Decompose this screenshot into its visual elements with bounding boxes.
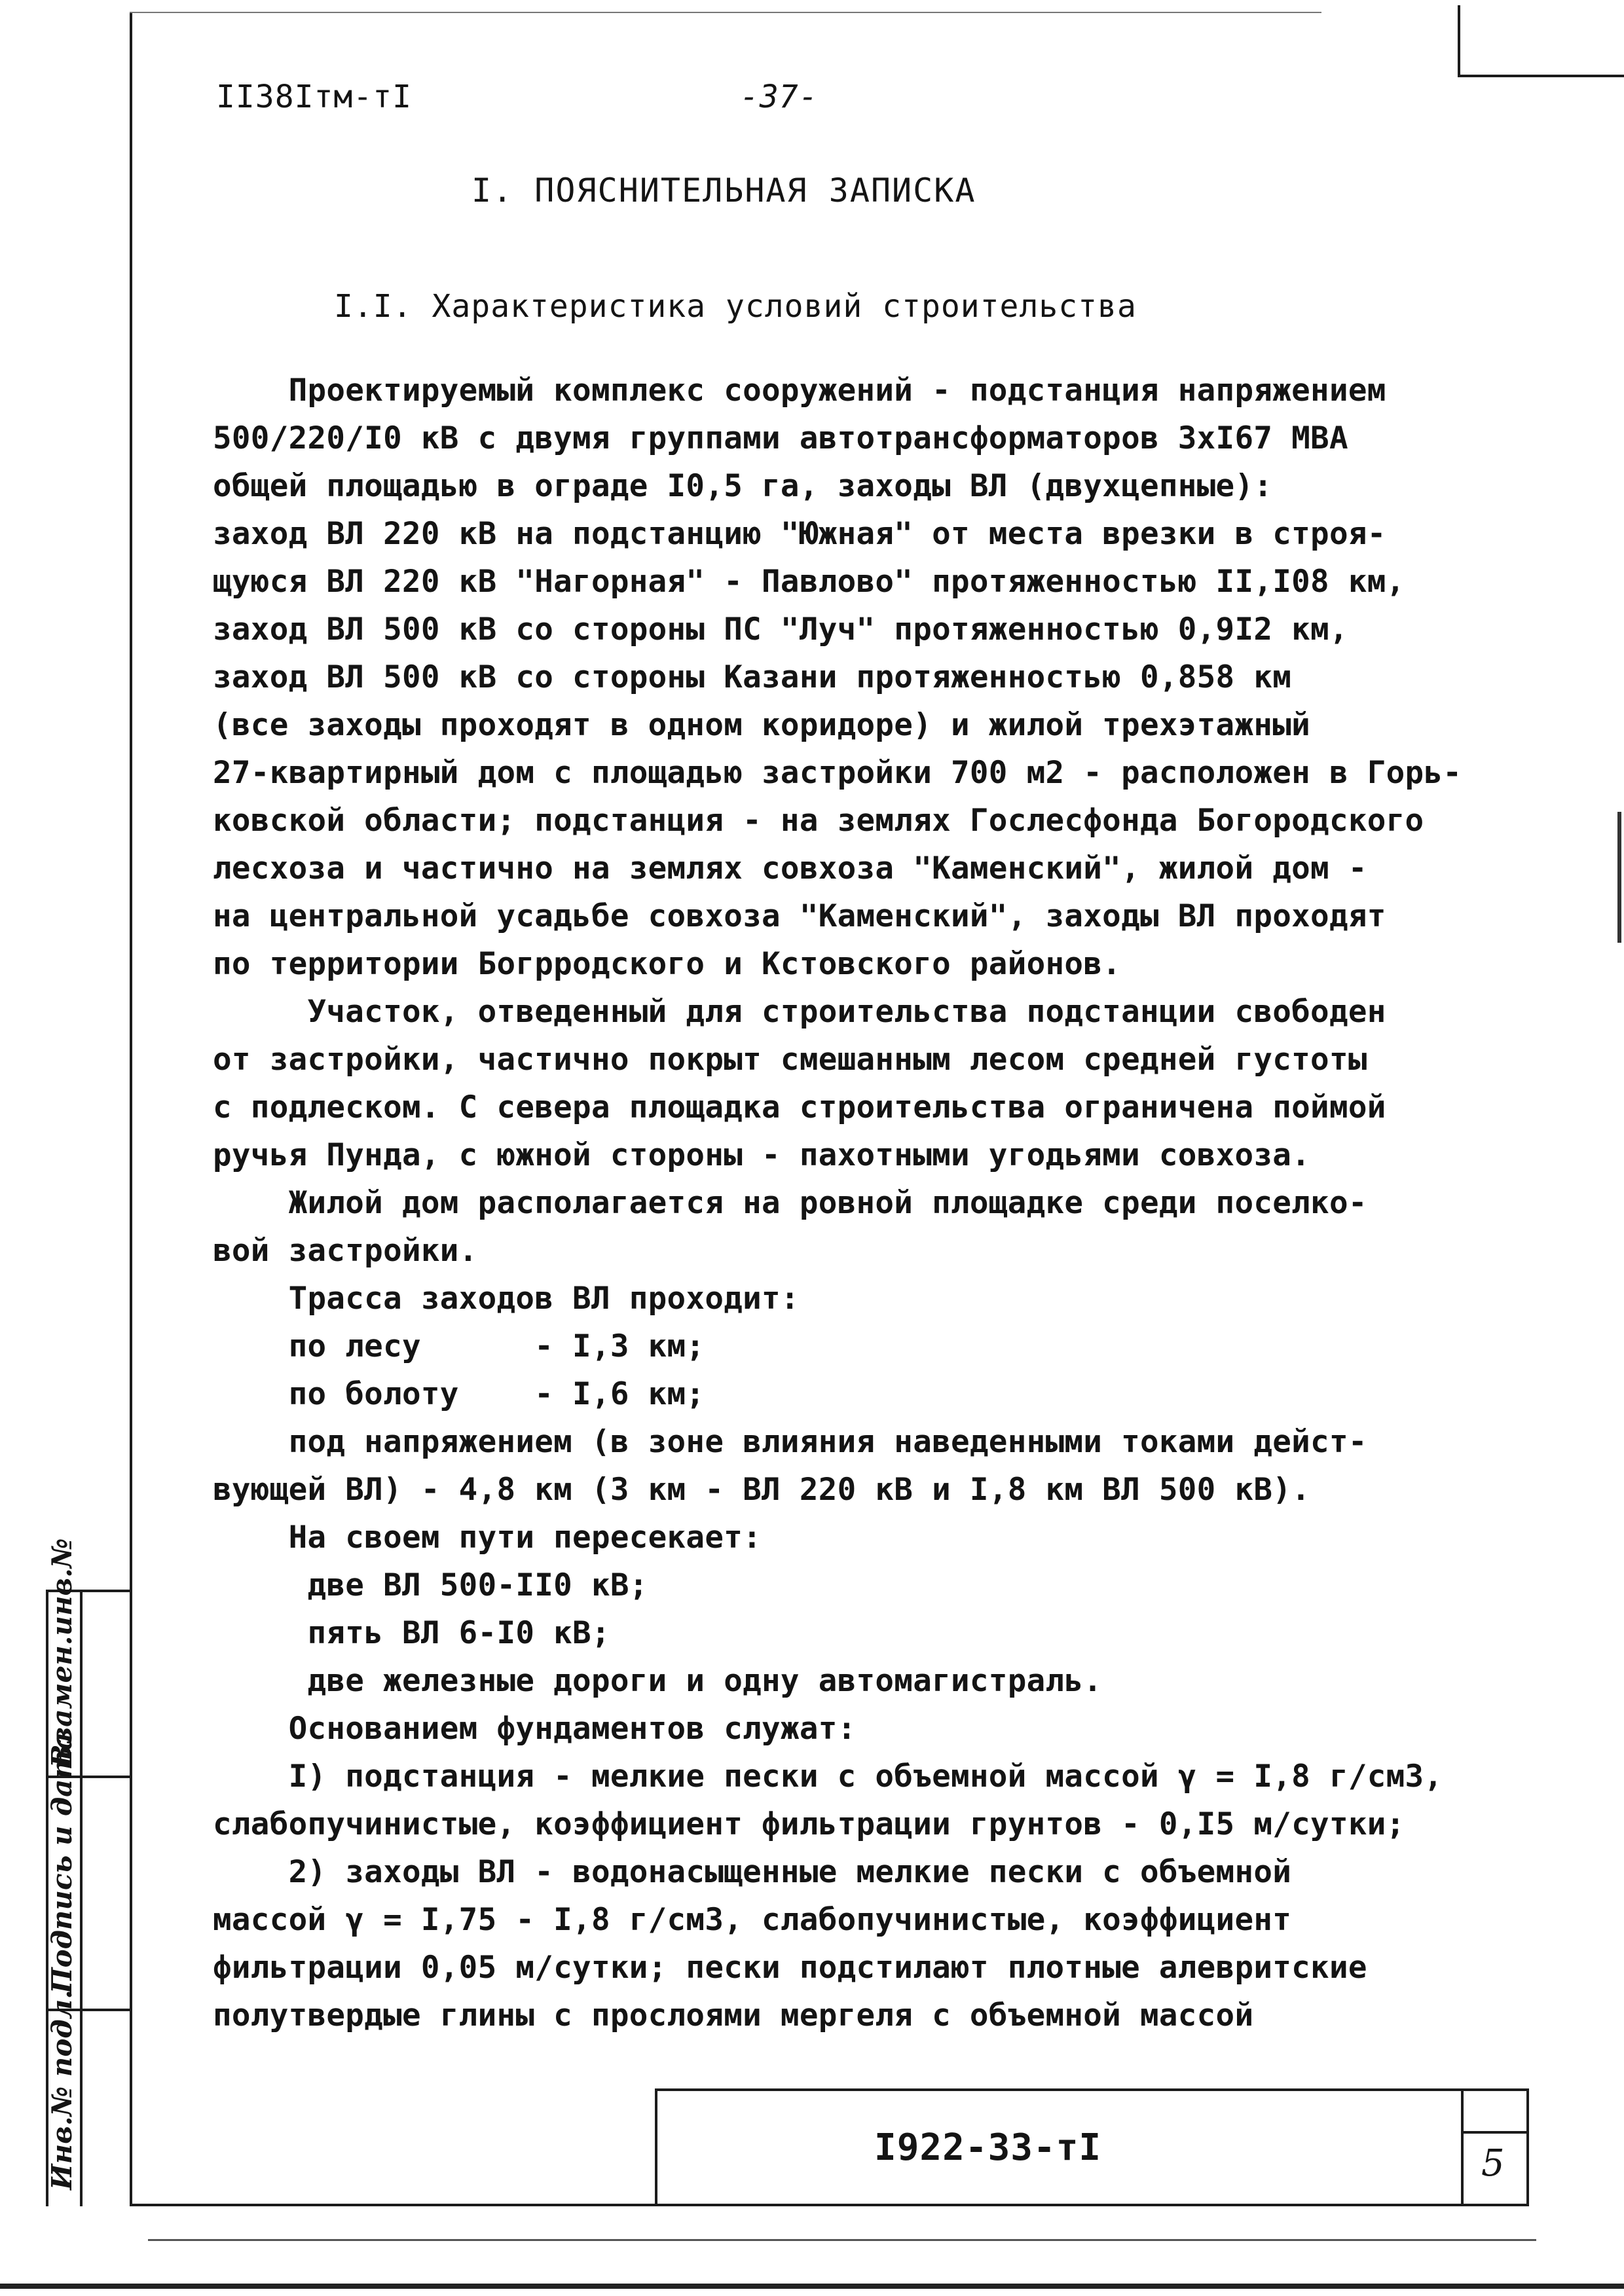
body-line: по территории Богрродского и Кстовского районов. [213,946,1122,982]
body-line: Основанием фундаментов служат: [213,1711,857,1747]
body-line: На своем пути пересекает: [213,1520,762,1556]
side-stamp-divider [80,1590,83,2206]
body-line: пять ВЛ 6-I0 кВ; [213,1615,610,1651]
body-line: массой γ = I,75 - I,8 г/см3, слабопучинистые, коэффициент [213,1902,1292,1938]
body-line: вующей ВЛ) - 4,8 км (3 км - ВЛ 220 кВ и I,8 км ВЛ 500 кВ). [213,1472,1311,1508]
body-line: заход ВЛ 500 кВ со стороны Казани протяженностью 0,858 км [213,659,1292,695]
body-line: 2) заходы ВЛ - водонасыщенные мелкие пески с объемной [213,1854,1292,1890]
body-line: слабопучинистые, коэффициент фильтрации грунтов - 0,I5 м/сутки; [213,1806,1405,1842]
body-line: две ВЛ 500-II0 кВ; [213,1567,648,1603]
body-line: ковской области; подстанция - на землях Гослесфонда Богородского [213,803,1424,839]
title-block-code: I922-33-тI [874,2126,1102,2169]
title-block-left [655,2088,657,2206]
body-line: с подлеском. С севера площадка строительства ограничена поймой [213,1089,1386,1125]
body-line: на центральной усадьбе совхоза "Каменский", заходы ВЛ проходят [213,898,1386,934]
side-stamp-label-replaced: Взамен.инв.№ [46,1538,78,1768]
body-line: 500/220/I0 кВ с двумя группами автотрансформаторов 3хI67 МВА [213,420,1348,456]
scan-right-edge [1617,812,1621,943]
title-block-sheet-divider [1461,2131,1529,2134]
body-line: Жилой дом располагается на ровной площадке среди поселко- [213,1185,1367,1221]
side-stamp-label-inv: Инв.№ подл. [46,1990,78,2190]
left-frame-line [130,13,132,2206]
page-number: -37- [740,79,819,115]
title-block-sheet-number: 5 [1481,2142,1505,2185]
scan-bottom-band [0,2284,1624,2289]
body-text [213,367,1529,2039]
scan-edge-line [148,2239,1536,2241]
body-line: Участок, отведенный для строительства подстанции свободен [213,994,1386,1030]
body-line: Проектируемый комплекс сооружений - подстанция напряжением [213,373,1386,409]
body-line: ручья Пунда, с южной стороны - пахотными угодьями совхоза. [213,1137,1311,1173]
body-line: заход ВЛ 500 кВ со стороны ПС "Луч" протяженностью 0,9I2 км, [213,611,1348,647]
body-line: 27-квартирный дом с площадью застройки 700 м2 - расположен в Горь- [213,755,1462,791]
title-block-top [655,2088,1529,2091]
document-code: II38Iтм-тI [216,79,412,115]
title-block-right-edge [1526,2088,1529,2206]
top-frame-line [130,12,1321,13]
side-stamp-label-signature: Подпись и дата [46,1732,78,1994]
section-heading: I.I. Характеристика условий строительства [334,288,1137,325]
body-line: общей площадью в ограде I0,5 га, заходы ВЛ (двухцепные): [213,468,1273,504]
body-line: по болоту - I,6 км; [213,1376,705,1412]
body-line: две железные дороги и одну автомагистраль. [213,1663,1103,1699]
body-line: заход ВЛ 220 кВ на подстанцию "Южная" от места врезки в строя- [213,516,1386,552]
top-right-corner-vertical [1458,5,1460,76]
body-line: от застройки, частично покрыт смешанным лесом средней густоты [213,1042,1367,1078]
body-line: (все заходы проходят в одном коридоре) и жилой трехэтажный [213,707,1311,743]
body-line: по лесу - I,3 км; [213,1328,705,1364]
body-line: вой застройки. [213,1233,478,1269]
body-line: Трасса заходов ВЛ проходит: [213,1281,800,1317]
page-title: I. ПОЯСНИТЕЛЬНАЯ ЗАПИСКА [471,172,976,210]
body-line: лесхоза и частично на землях совхоза "Каменский", жилой дом - [213,850,1367,886]
body-line: фильтрации 0,05 м/сутки; пески подстилают плотные алевритские [213,1950,1367,1986]
body-line: полутвердые глины с прослоями мергеля с объемной массой [213,1997,1254,2033]
body-line: под напряжением (в зоне влияния наведенными токами дейст- [213,1424,1367,1460]
top-right-corner-horizontal [1458,75,1624,77]
body-line: I) подстанция - мелкие пески с объемной массой γ = I,8 г/см3, [213,1758,1443,1795]
body-line: щуюся ВЛ 220 кВ "Нагорная" - Павлово" протяженностью II,I08 км, [213,564,1405,600]
bottom-frame-line [130,2204,1529,2206]
title-block-right [1461,2088,1464,2206]
